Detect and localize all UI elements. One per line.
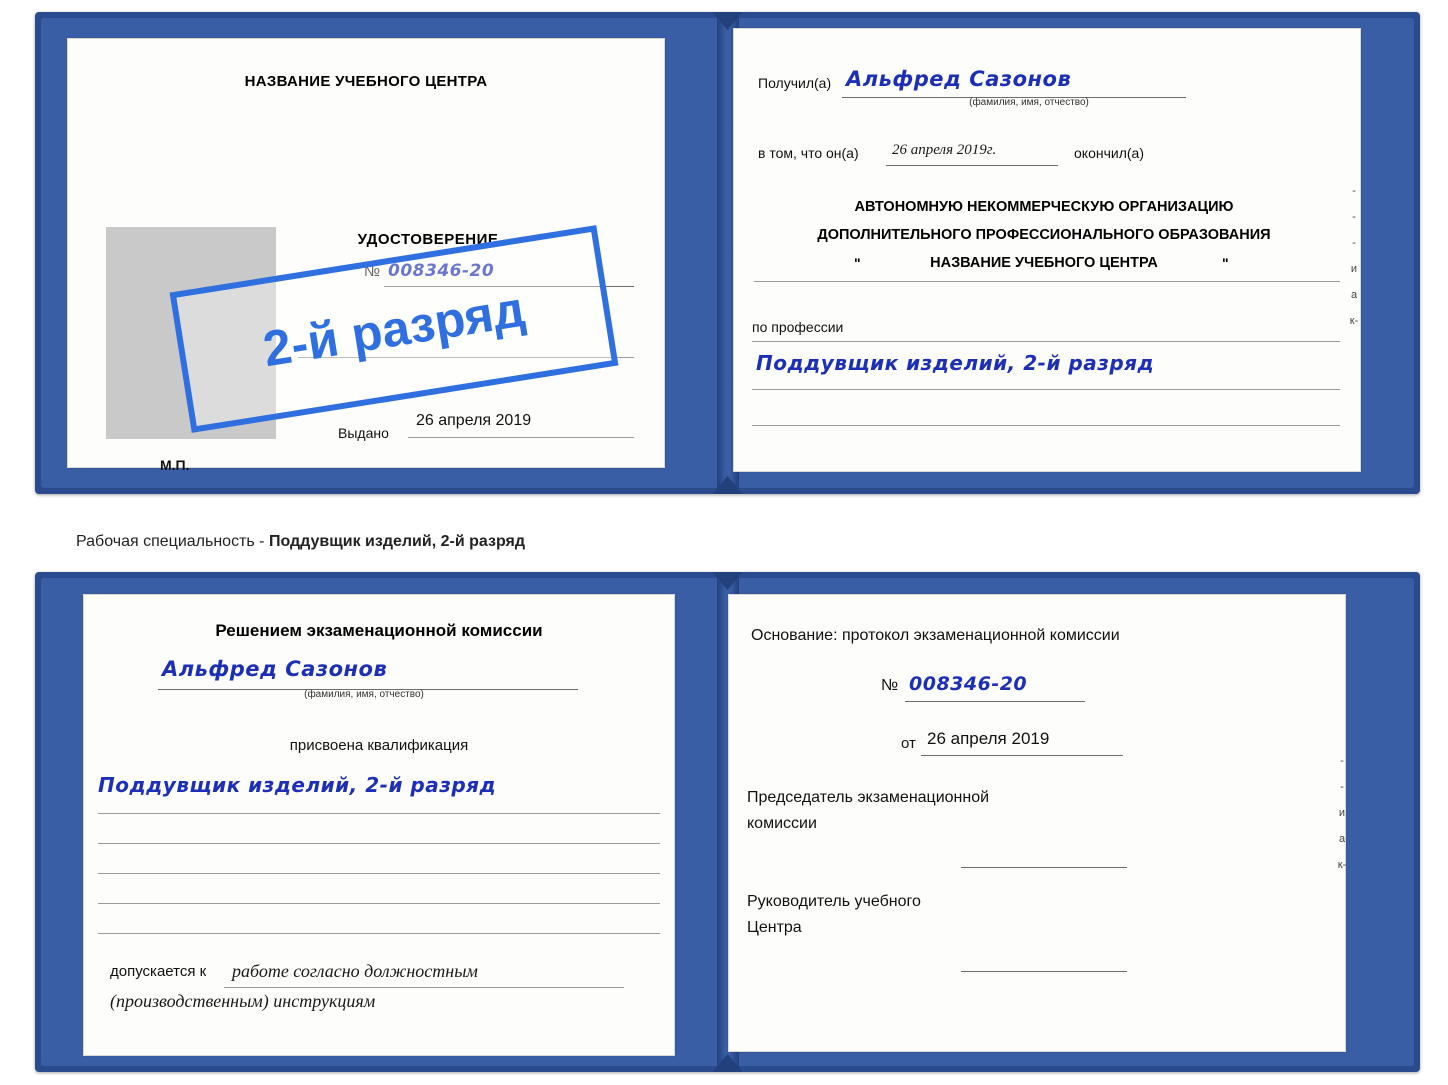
- name-hint: (фамилия, имя, отчество): [969, 97, 1089, 108]
- commission-decision-heading: Решением экзаменационной комиссии: [215, 621, 543, 640]
- number-symbol: №: [364, 263, 381, 280]
- caption-title: Поддувщик изделий, 2-й разряд: [268, 533, 525, 550]
- protocol-date: 26 апреля 2019: [927, 729, 1050, 748]
- protocol-number-rule: [905, 701, 1085, 702]
- profession-label: по профессии: [752, 319, 844, 335]
- page-edge-top: [1344, 178, 1364, 334]
- from-label: от: [901, 735, 916, 752]
- blank-rule-3: [98, 873, 660, 874]
- page-bottom-left: [83, 594, 675, 1056]
- edge-letter: к-: [1349, 315, 1359, 327]
- edge-letter: -: [1352, 237, 1356, 249]
- chairman-signature-rule: [961, 867, 1127, 868]
- blank-rule-4: [98, 903, 660, 904]
- finish-date-rule: [886, 165, 1058, 166]
- chairman-label-line-1: Председатель экзаменационной: [747, 789, 990, 806]
- training-center-title: НАЗВАНИЕ УЧЕБНОГО ЦЕНТРА: [244, 73, 488, 90]
- edge-letter: -: [1340, 755, 1344, 767]
- protocol-number-symbol: №: [881, 677, 899, 694]
- organization-line-1: АВТОНОМНУЮ НЕКОММЕРЧЕСКУЮ ОРГАНИЗАЦИЮ: [854, 199, 1234, 215]
- edge-letter: и: [1350, 263, 1358, 275]
- document-type-title: УДОСТОВЕРЕНИЕ: [357, 231, 499, 248]
- page-edge-bottom: [1332, 748, 1352, 878]
- blank-rule-1: [98, 813, 660, 814]
- finish-date: 26 апреля 2019г.: [892, 142, 997, 158]
- edge-letter: -: [1340, 781, 1344, 793]
- blank-rule-5: [98, 933, 660, 934]
- qualification-value: Поддувщик изделий, 2-й разряд: [98, 773, 497, 797]
- allowed-label: допускается к: [110, 963, 207, 980]
- edge-letter: и: [1338, 807, 1346, 819]
- allowed-value-line-1: работе согласно должностным: [232, 961, 478, 981]
- blank-rule-2: [98, 843, 660, 844]
- protocol-date-rule: [921, 755, 1123, 756]
- head-label-line-1: Руководитель учебного: [747, 893, 921, 910]
- organization-name: НАЗВАНИЕ УЧЕБНОГО ЦЕНТРА: [930, 255, 1158, 271]
- received-name: Альфред Сазонов: [846, 67, 1072, 91]
- head-label-line-2: Центра: [747, 919, 802, 936]
- qualification-label: присвоена квалификация: [289, 737, 469, 754]
- in-that-label: в том, что он(а): [758, 145, 859, 161]
- caption: [76, 533, 525, 551]
- profession-rule-2: [752, 389, 1340, 390]
- organization-line-2: ДОПОЛНИТЕЛЬНОГО ПРОФЕССИОНАЛЬНОГО ОБРАЗОВАНИЯ: [817, 227, 1271, 243]
- certificate-number: 008346-20: [388, 261, 495, 281]
- edge-letter: к-: [1337, 859, 1347, 871]
- edge-letter: -: [1352, 185, 1356, 197]
- name-hint: (фамилия, имя, отчество): [304, 689, 424, 700]
- allowed-value-line-2: (производственным) инструкциям: [110, 991, 376, 1011]
- edge-letter: а: [1338, 833, 1346, 845]
- basis-label: Основание: протокол экзаменационной комиссии: [751, 627, 1120, 644]
- edge-letter: а: [1350, 289, 1358, 301]
- protocol-number: 008346-20: [909, 673, 1028, 695]
- head-signature-rule: [961, 971, 1127, 972]
- page-bottom-right: [728, 594, 1346, 1052]
- quote-close: ": [1222, 255, 1229, 271]
- chairman-label-line-2: комиссии: [747, 815, 817, 832]
- caption-prefix: Рабочая специальность -: [76, 533, 269, 550]
- edge-letter: -: [1352, 211, 1356, 223]
- finished-label: окончил(а): [1074, 145, 1144, 161]
- received-label: Получил(а): [758, 75, 832, 91]
- org-rule: [754, 281, 1340, 282]
- profession-value: Поддувщик изделий, 2-й разряд: [756, 351, 1155, 375]
- grade-watermark: 2-й разряд: [170, 225, 619, 433]
- allowed-rule: [224, 987, 624, 988]
- quote-open: ": [854, 255, 861, 271]
- seal-label: М.П.: [160, 457, 190, 473]
- profession-rule-3: [752, 425, 1340, 426]
- issued-label: Выдано: [338, 425, 389, 441]
- holder-name: Альфред Сазонов: [162, 657, 388, 681]
- issued-rule: [408, 437, 634, 438]
- issued-date: 26 апреля 2019: [416, 412, 532, 429]
- page-top-right: [733, 28, 1361, 472]
- profession-rule-1: [752, 341, 1340, 342]
